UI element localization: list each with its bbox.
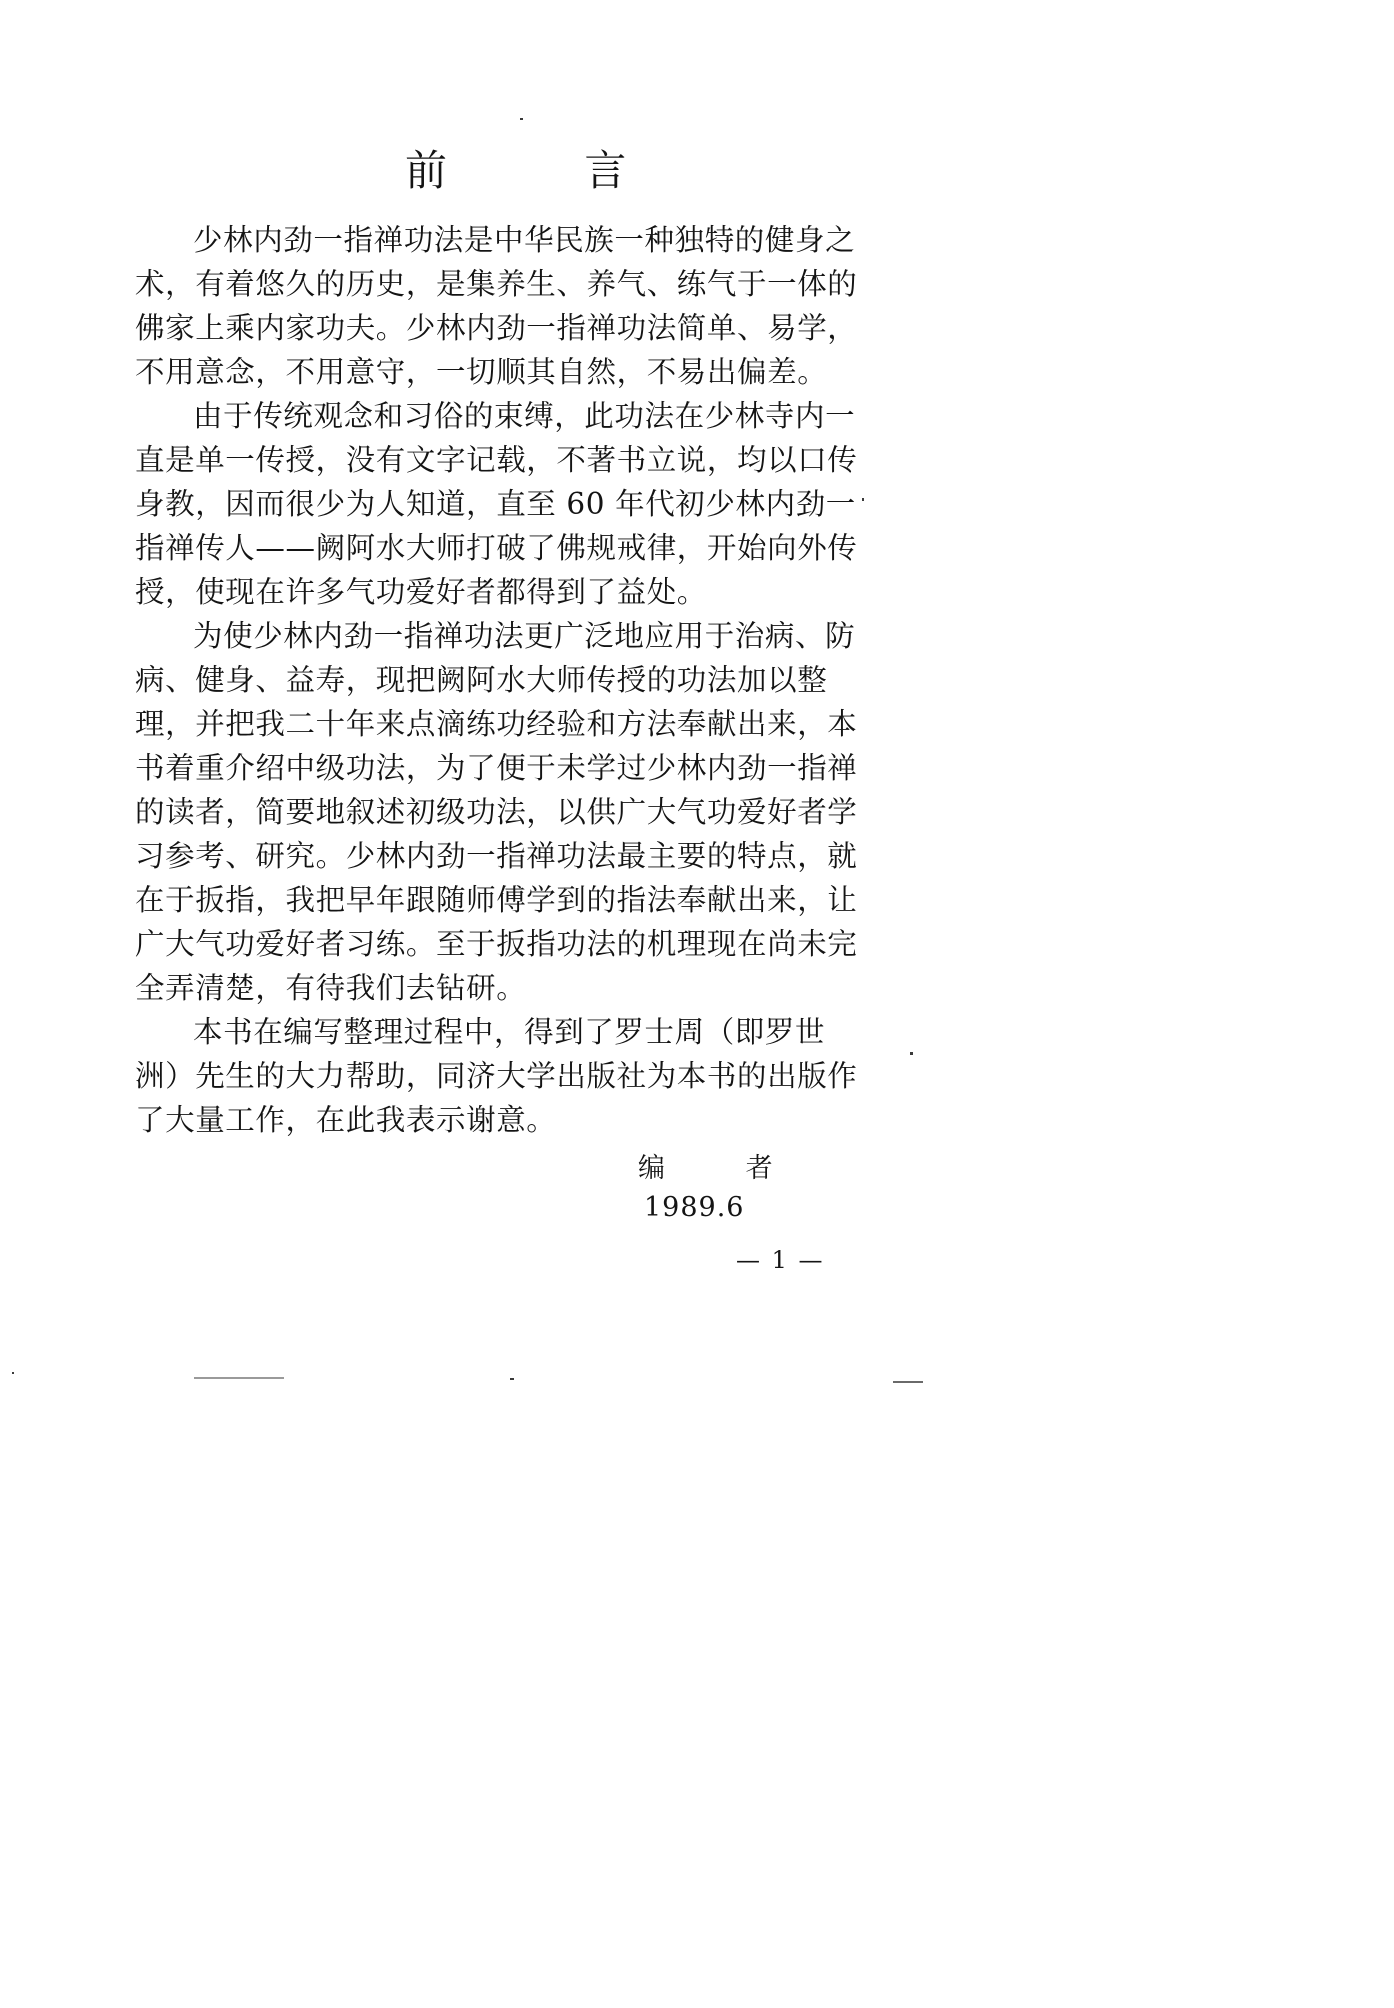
text-line: 在于扳指，我把早年跟随师傅学到的指法奉献出来，让 — [135, 883, 858, 917]
text-line: 病、健身、益寿，现把阙阿水大师传授的功法加以整 — [135, 663, 828, 697]
preface-body — [135, 218, 858, 1142]
date-line: 1989.6 — [644, 1192, 745, 1223]
paragraph — [135, 394, 858, 614]
text-line: 授，使现在许多气功爱好者都得到了益处。 — [135, 575, 707, 609]
text-line: 身教，因而很少为人知道，直至 60 年代初少林内劲一 — [135, 487, 856, 521]
scan-speck — [862, 498, 864, 501]
paragraph — [135, 614, 858, 1010]
text-line: 不用意念，不用意守，一切顺其自然，不易出偏差。 — [135, 355, 828, 389]
author-signature: 编 者 — [638, 1153, 809, 1184]
text-line: 直是单一传授，没有文字记载，不著书立说，均以口传 — [135, 443, 858, 477]
text-line: 全弄清楚，有待我们去钻研。 — [135, 971, 527, 1005]
text-line: 少林内劲一指禅功法是中华民族一种独特的健身之 — [193, 223, 856, 257]
text-line: 为使少林内劲一指禅功法更广泛地应用于治病、防 — [193, 619, 856, 653]
scan-speck — [520, 118, 523, 120]
text-line: 佛家上乘内家功夫。少林内劲一指禅功法简单、易学， — [135, 311, 858, 345]
scan-speck — [12, 1372, 14, 1374]
paragraph — [135, 218, 858, 394]
text-line: 术，有着悠久的历史，是集养生、养气、练气于一体的 — [135, 267, 858, 301]
text-line: 理，并把我二十年来点滴练功经验和方法奉献出来，本 — [135, 707, 858, 741]
text-line: 了大量工作，在此我表示谢意。 — [135, 1103, 557, 1137]
text-line: 本书在编写整理过程中，得到了罗士周（即罗世 — [193, 1015, 826, 1049]
page-number: — 1 — — [736, 1246, 825, 1274]
scan-speck — [910, 1052, 913, 1055]
text-line: 由于传统观念和习俗的束缚，此功法在少林寺内一 — [193, 399, 856, 433]
page-title: 前 言 — [405, 146, 689, 195]
text-line: 洲）先生的大力帮助，同济大学出版社为本书的出版作 — [135, 1059, 858, 1093]
text-line: 习参考、研究。少林内劲一指禅功法最主要的特点，就 — [135, 839, 858, 873]
text-line: 广大气功爱好者习练。至于扳指功法的机理现在尚未完 — [135, 927, 858, 961]
scan-speck — [893, 1381, 923, 1383]
text-line: 书着重介绍中级功法，为了便于未学过少林内劲一指禅 — [135, 751, 858, 785]
scan-speck — [194, 1377, 284, 1379]
text-line: 指禅传人——阙阿水大师打破了佛规戒律，开始向外传 — [135, 531, 858, 565]
paragraph — [135, 1010, 858, 1142]
scan-speck — [510, 1378, 514, 1380]
text-line: 的读者，简要地叙述初级功法，以供广大气功爱好者学 — [135, 795, 858, 829]
